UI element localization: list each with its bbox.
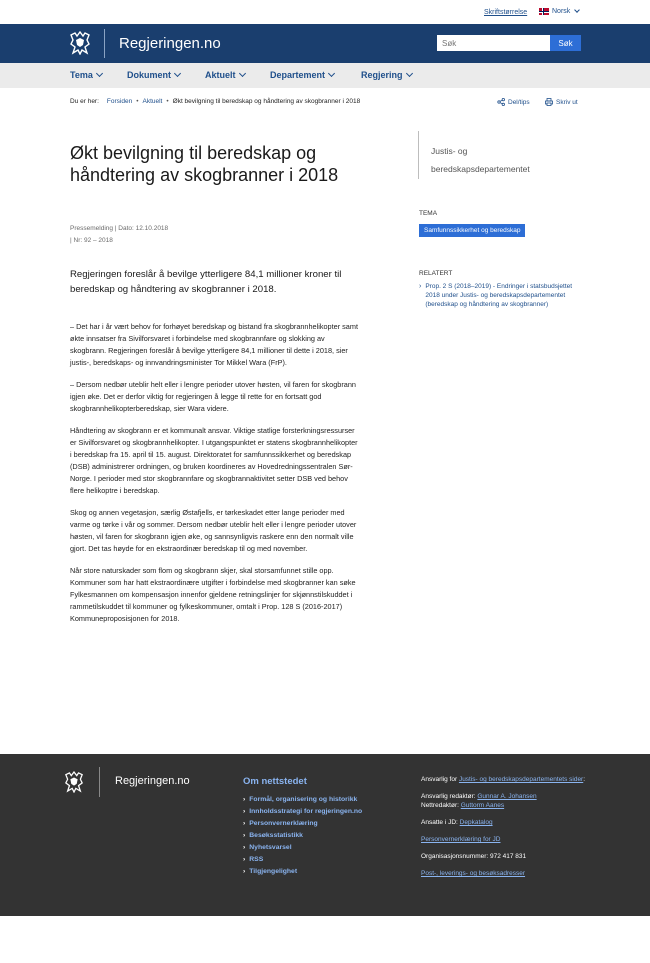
nav-item-tema[interactable]	[70, 70, 102, 80]
chevron-right-icon: ›	[243, 808, 246, 815]
chevron-right-icon: ›	[419, 283, 422, 290]
site-name-link[interactable]: Regjeringen.no	[119, 35, 221, 52]
footer-about-heading: Om nettstedet	[243, 776, 307, 787]
breadcrumb-prefix: Du er her:	[70, 98, 99, 105]
footer-link[interactable]	[243, 806, 362, 818]
site-header	[0, 24, 650, 63]
nav-item-regjering[interactable]	[361, 70, 412, 80]
article-paragraph: – Det har i år vært behov for forhøyet beredskap og bistand fra skogbrannhelikopter samt økte innsatser fra Sivilforsvaret i forbindelse med skogbrannfare og slokking av skogbrann. Regjeringen foreslår å bevilge ytterligere 84,1 millioner til dette i 2018, sier justis-, beredskaps- og innvandringsminister Tor Mikkel Wara (FrP).	[70, 322, 358, 367]
tema-label: TEMA	[419, 210, 438, 217]
footer-link[interactable]	[243, 818, 362, 830]
department-link[interactable]: Justis- og beredskapsdepartementet	[431, 146, 530, 174]
search-input[interactable]	[437, 35, 550, 51]
chevron-right-icon: ›	[243, 832, 246, 839]
chevron-down-icon	[574, 7, 580, 13]
article-body	[70, 321, 360, 635]
footer-link[interactable]	[243, 794, 362, 806]
breadcrumb	[70, 98, 360, 105]
coat-of-arms-lion-icon[interactable]	[64, 771, 84, 793]
norway-flag-icon	[539, 8, 549, 15]
privacy-link[interactable]: Personvernerklæring for JD	[421, 836, 501, 843]
responsible-suffix: :	[583, 776, 586, 783]
share-button[interactable]	[497, 98, 530, 106]
footer-link-label: Innholdsstrategi for regjeringen.no	[249, 808, 363, 815]
share-icon	[497, 98, 505, 106]
footer-link[interactable]	[243, 830, 362, 842]
chevron-down-icon	[405, 70, 412, 77]
footer-link[interactable]	[243, 866, 362, 878]
article-paragraph: Skog og annen vegetasjon, særlig Østafjells, er tørkeskadet etter lange perioder med varme og tørke i vår og sommer. Dersom nedbør uteblir helt eller i lengre perioder utover høsten, vil faren for skogbrann igjen øke, og sannsynligvis raskere enn den normalt ville gjort. Det tas høyde for en ekstraordinær beredskap til og med november.	[70, 508, 357, 553]
tema-tag[interactable]: Samfunnssikkerhet og beredskap	[419, 224, 525, 237]
page-title: Økt bevilgning til beredskap og håndtering av skogbranner i 2018	[70, 143, 339, 185]
site-footer	[0, 754, 650, 916]
responsible-link[interactable]: Justis- og beredskapsdepartementets sider	[458, 776, 584, 783]
responsible-row	[421, 775, 591, 784]
org-number: Organisasjonsnummer: 972 417 831	[421, 853, 527, 860]
search-button[interactable]: Søk	[550, 35, 581, 51]
related-text: Prop. 2 S (2018–2019) - Endringer i statsbudsjettet 2018 under Justis- og beredskapsdepartementet (beredskap og håndtering av skogbranner)	[425, 283, 573, 308]
footer-link-label: Nyhetsvarsel	[249, 844, 292, 851]
privacy-row	[421, 835, 591, 844]
chevron-right-icon: ›	[243, 844, 246, 851]
employees-row	[421, 818, 591, 827]
language-label: Norsk	[552, 8, 571, 15]
share-label: Del/tips	[508, 98, 530, 106]
nav-label: Dokument	[127, 70, 172, 80]
footer-link-label: Tilgjengelighet	[249, 868, 298, 875]
printer-icon	[545, 98, 553, 106]
chevron-down-icon	[238, 70, 245, 77]
footer-site-name[interactable]: Regjeringen.no	[115, 775, 190, 787]
breadcrumb-current: Økt bevilgning til beredskap og håndtering av skogbranner i 2018	[172, 98, 361, 105]
footer-links	[243, 794, 362, 878]
article-paragraph: Når store naturskader som flom og skogbrann skjer, skal storsamfunnet stille opp. Kommuner som har hatt ekstraordinære utgifter i forbindelse med skogbranner kan søke Fylkesmannen om kompensasjon innenfor gjeldene retningslinjer for skjønnstilskuddet i rammetilskuddet til kommuner og fylkeskommuner, omtalt i Prop. 128 S (2016-2017) Kommuneproposisjonen for 2018.	[70, 566, 356, 623]
chevron-down-icon	[174, 70, 181, 77]
chevron-down-icon	[96, 70, 103, 77]
article-meta	[70, 223, 168, 247]
nav-label: Regjering	[361, 70, 403, 80]
article-lead: Regjeringen foreslår å bevilge ytterligere 84,1 millioner kroner til beredskap og håndtering av skogbranner i 2018.	[70, 269, 342, 295]
editor-link[interactable]: Gunnar A. Johansen	[477, 793, 537, 800]
utility-bar	[0, 0, 650, 24]
address-row	[421, 869, 591, 878]
chevron-down-icon	[328, 70, 335, 77]
font-size-link[interactable]: Skriftstørrelse	[484, 9, 528, 16]
net-editor-label: Nettredaktør:	[421, 802, 459, 809]
meta-number: | Nr: 92 – 2018	[70, 237, 113, 244]
article-paragraph: Håndtering av skogbrann er et kommunalt ansvar. Viktige statlige forsterkningsressurser er Sivilforsvaret og skogbrannhelikopter. I utgangspunktet er statens skogbrannhelikopter i beredskap fra 15. april til 15. august. Direktoratet for samfunnssikkerhet og beredskap (DSB) administrerer ordningen, og bruken koordineres av Hovedredningssentralen Sør-Norge. I perioder med stor skogbrannfare og skogbrannaktivitet setter DSB ved behov flere helikoptre i beredskap.	[70, 426, 358, 495]
related-label: RELATERT	[419, 270, 453, 277]
employees-link[interactable]: Depkatalog	[459, 819, 493, 826]
nav-item-departement[interactable]	[270, 70, 334, 80]
nav-label: Aktuelt	[205, 70, 236, 80]
employees-label: Ansatte i JD:	[421, 819, 458, 826]
logo-divider	[104, 29, 105, 58]
chevron-right-icon: ›	[243, 856, 246, 863]
coat-of-arms-lion-icon[interactable]	[69, 31, 91, 55]
language-selector[interactable]	[539, 8, 579, 15]
main-nav	[0, 63, 650, 88]
net-editor-link[interactable]: Guttorm Aanes	[460, 802, 505, 809]
editor-label: Ansvarlig redaktør:	[421, 793, 476, 800]
breadcrumb-home[interactable]: Forsiden	[106, 98, 133, 105]
nav-item-aktuelt[interactable]	[205, 70, 245, 80]
address-link[interactable]: Post-, leverings- og besøksadresser	[421, 870, 526, 877]
footer-link-label: RSS	[249, 856, 264, 863]
chevron-right-icon: ›	[243, 820, 246, 827]
breadcrumb-separator: •	[166, 98, 169, 105]
breadcrumb-separator: •	[136, 98, 139, 105]
nav-label: Departement	[270, 70, 326, 80]
print-button[interactable]	[545, 98, 578, 106]
footer-info	[421, 775, 591, 886]
responsible-prefix: Ansvarlig for	[421, 776, 458, 783]
related-link[interactable]	[419, 282, 579, 309]
breadcrumb-aktuelt[interactable]: Aktuelt	[142, 98, 163, 105]
article-paragraph: – Dersom nedbør uteblir helt eller i lengre perioder utover høsten, vil faren for skogbrann igjen øke. Det er derfor viktig for regjeringen å legge til rette for en fortsatt god skogbrannhelikopterberedskap, sier Wara videre.	[70, 380, 356, 413]
footer-link-label: Personvernerklæring	[249, 820, 318, 827]
chevron-right-icon: ›	[243, 796, 246, 803]
department-box	[418, 131, 568, 179]
editor-row	[421, 792, 591, 810]
footer-link-label: Besøksstatistikk	[249, 832, 303, 839]
nav-item-dokument[interactable]	[127, 70, 180, 80]
footer-link-label: Formål, organisering og historikk	[249, 796, 358, 803]
footer-logo-divider	[99, 767, 100, 797]
chevron-right-icon: ›	[243, 868, 246, 875]
footer-link[interactable]	[243, 842, 362, 854]
nav-label: Tema	[70, 70, 93, 80]
print-label: Skriv ut	[556, 98, 578, 106]
footer-link[interactable]	[243, 854, 362, 866]
meta-date: Pressemelding | Dato: 12.10.2018	[70, 225, 169, 232]
